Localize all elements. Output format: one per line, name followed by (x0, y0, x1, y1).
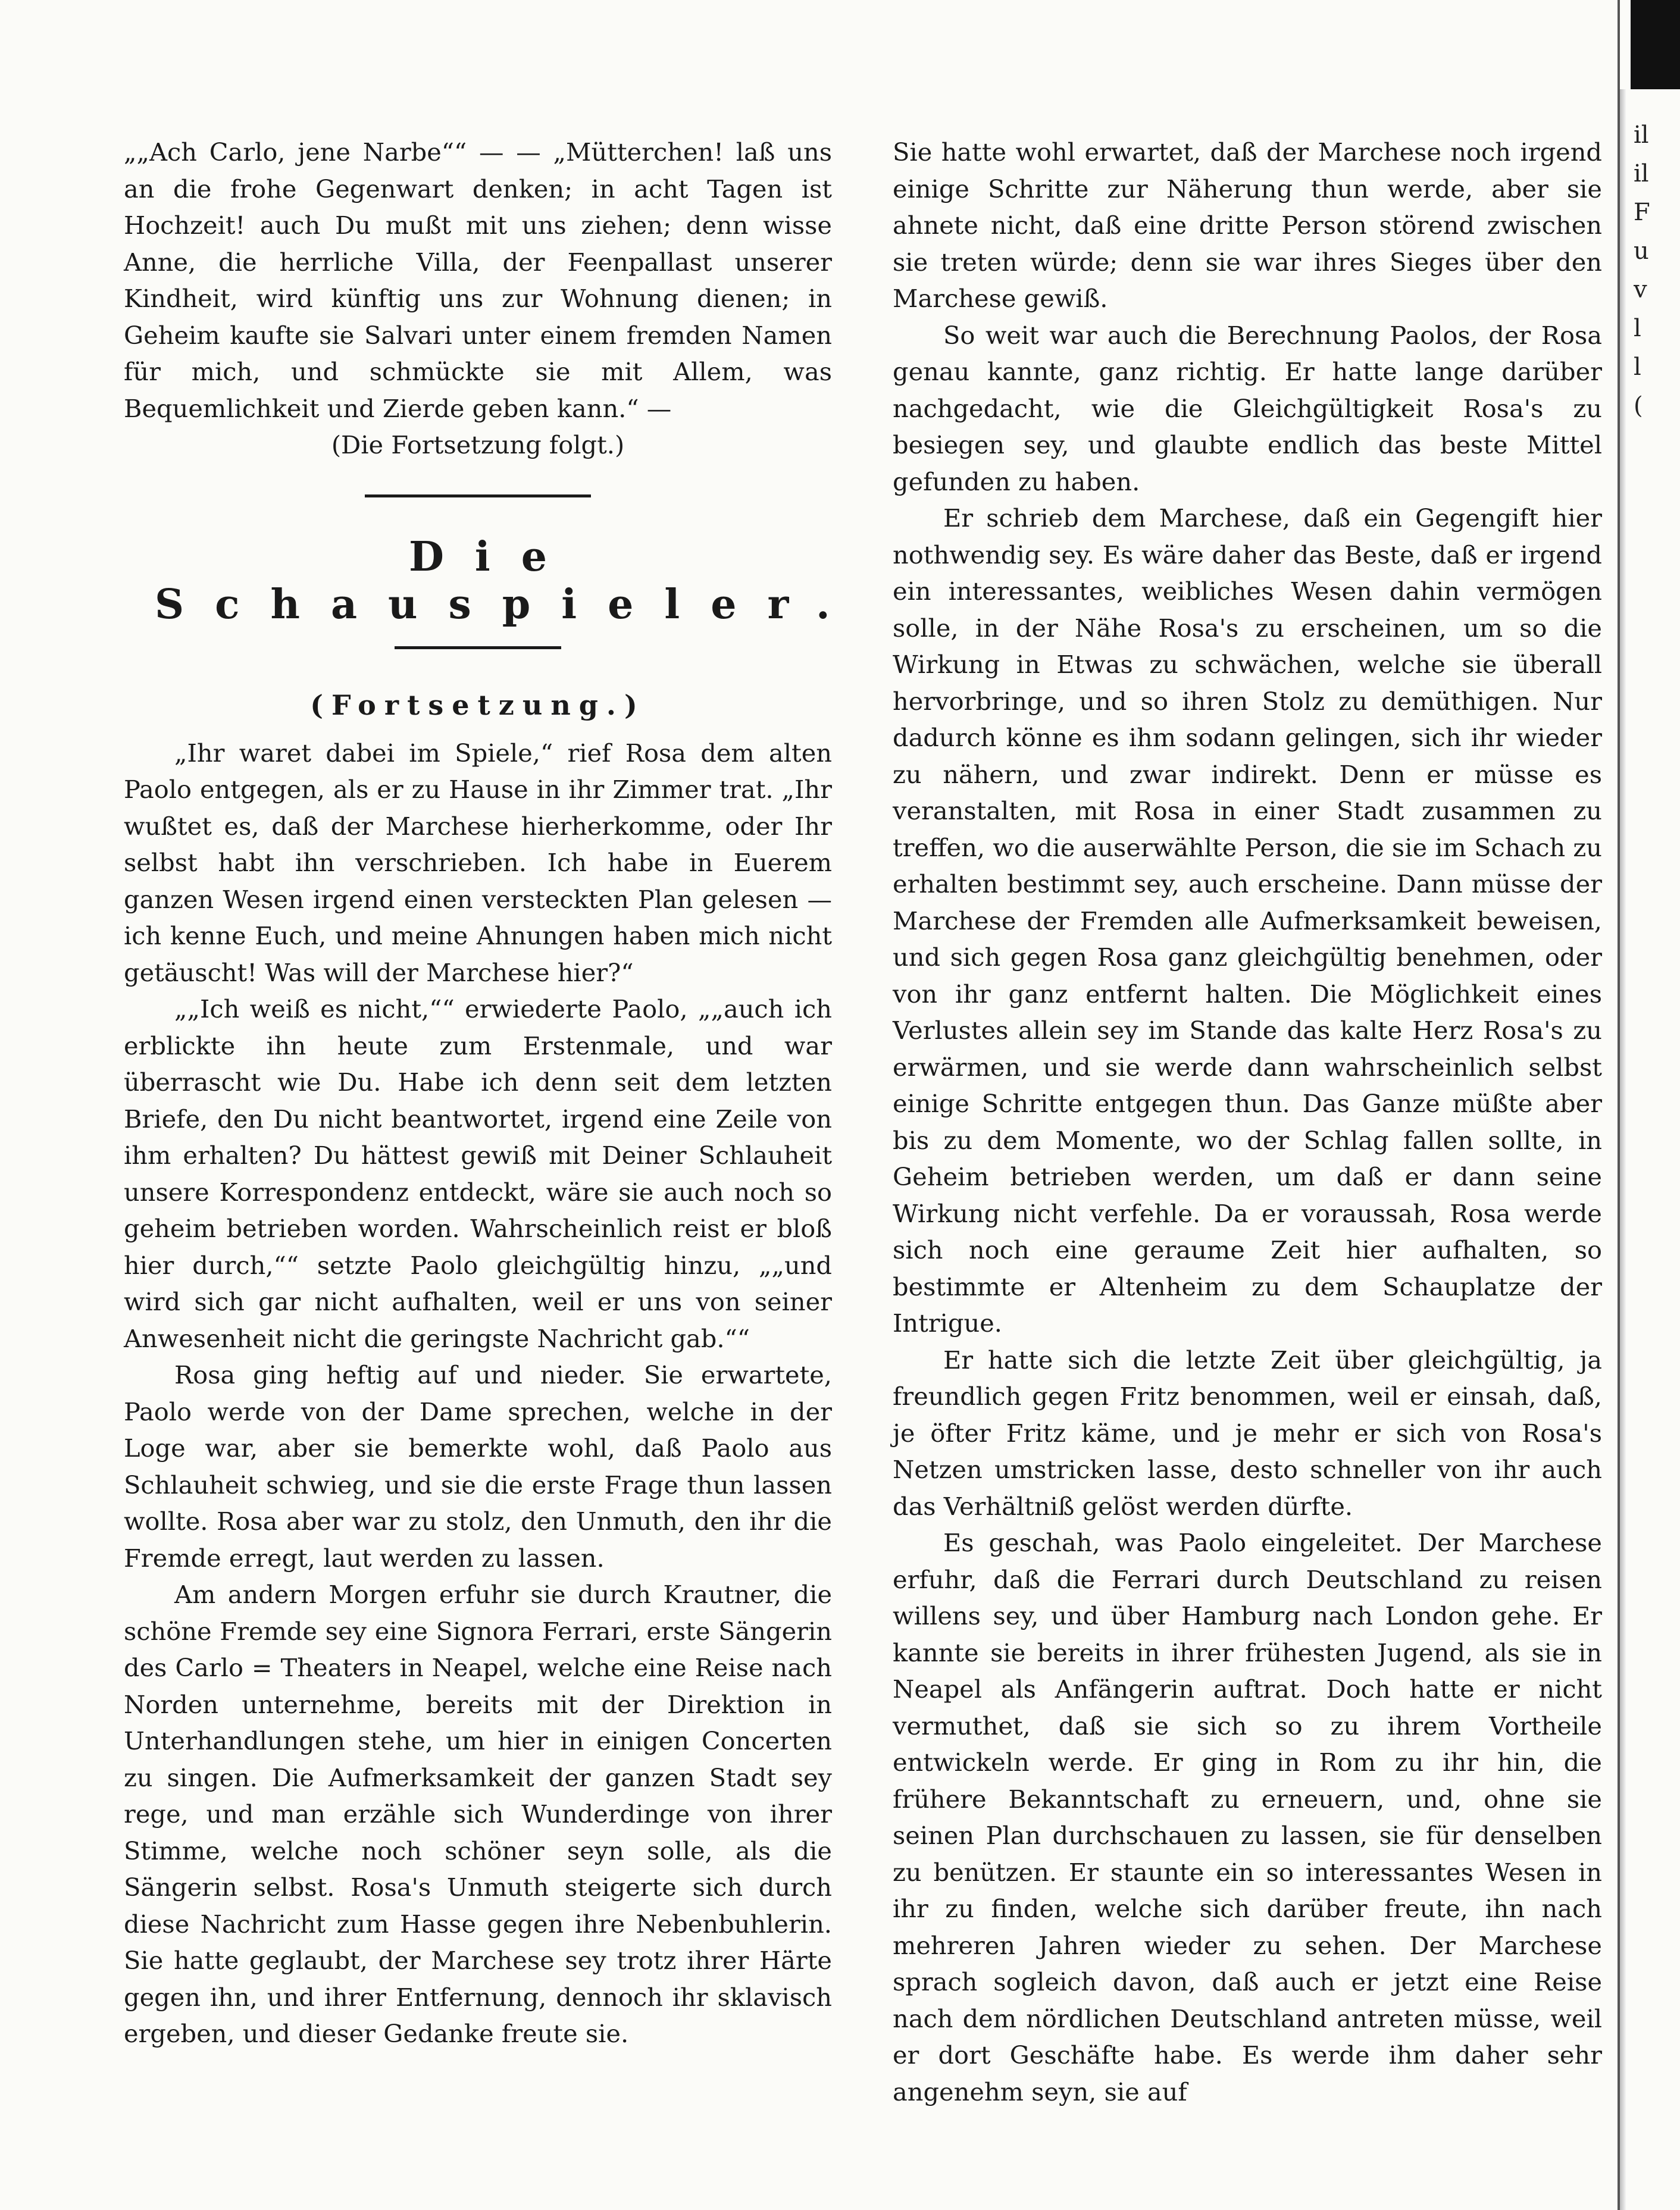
paragraph: Am andern Morgen erfuhr sie durch Krautner, die schöne Fremde sey eine Signora Ferrari, erste Sängerin des Carlo = Theaters in Neapel, welche eine Reise nach Norden unternehme, bereits mit der Direktion in Unterhandlungen stehe, um hier in einigen Concerten zu singen. Die Aufmerksamkeit der ganzen Stadt sey rege, und man erzähle sich Wunderdinge von ihrer Stimme, welche noch schöner seyn solle, als die Sängerin selbst. Rosa's Unmuth steigerte sich durch diese Nachricht zum Hasse gegen ihre Nebenbuhlerin. Sie hatte geglaubt, der Marchese sey trotz ihrer Härte gegen ihn, und ihrer Entfernung, dennoch ihr sklavisch ergeben, und dieser Gedanke freute sie. (124, 1580, 832, 2048)
continued-note: (Die Fortsetzung folgt.) (331, 430, 625, 459)
next-page-edge-text: il il F u v l l ( (1634, 121, 1650, 420)
paragraph: „Ihr waret dabei im Spiele,“ rief Rosa dem alten Paolo entgegen, als er zu Hause in ihr Zimmer trat. „Ihr wußtet es, daß der Marchese hierherkomme, oder Ihr selbst habt ihn verschrieben. Ich habe in Euerem ganzen Wesen irgend einen versteckten Plan gelesen — ich kenne Euch, und meine Ahnungen haben mich nicht getäuscht! Was will der Marchese hier?“ (124, 738, 832, 987)
intro-paragraph: „„Ach Carlo, jene Narbe““ — — „Mütterchen! laß uns an die frohe Gegenwart denken; in acht Tagen ist Hochzeit! auch Du mußt mit uns ziehen; denn wisse Anne, die herrliche Villa, der Feenpallast unserer Kindheit, wird künftig uns zur Wohnung dienen; in Geheim kaufte sie Salvari unter einem fremden Namen für mich, und schmückte sie mit Allem, was Bequemlichkeit und Zierde geben kann.“ — (124, 137, 832, 423)
article-title: Die Schauspieler. (155, 533, 861, 628)
article-subtitle: (Fortsetzung.) (310, 688, 646, 721)
paragraph: Er schrieb dem Marchese, daß ein Gegengift hier nothwendig sey. Es wäre daher das Beste, daß er irgend ein interessantes, weibliches Wesen dahin vermögen solle, in der Nähe Rosa's zu erscheinen, um so die Wirkung in Etwas zu schwächen, welche sie überall hervorbringe, und so ihren Stolz zu demüthigen. Nur dadurch könne es ihm sodann gelingen, sich ihr wieder zu nähern, und zwar indirekt. Denn er müsse es veranstalten, mit Rosa in einer Stadt zusammen zu treffen, wo die auserwählte Person, die sie im Schach zu erhalten bestimmt sey, auch erscheine. Dann müsse der Marchese der Fremden alle Aufmerksamkeit beweisen, und sich gegen Rosa ganz gleichgültig benehmen, oder von ihr ganz entfernt halten. Die Möglichkeit eines Verlustes allein sey im Stande das kalte Herz Rosa's zu erwärmen, und sie werde dann wahrscheinlich selbst einige Schritte entgegen thun. Das Ganze müßte aber bis zu dem Momente, wo der Schlag fallen sollte, in Geheim betrieben werden, um daß er dann seine Wirkung nicht verfehle. Da er voraussah, Rosa werde sich noch eine geraume Zeit hier aufhalten, so bestimmte er Altenheim zu dem Schauplatze der Intrigue. (893, 503, 1602, 1338)
right-column (893, 134, 1602, 2110)
paragraph: „„Ich weiß es nicht,““ erwiederte Paolo, „„auch ich erblickte ihn heute zum Erstenmale, und war überrascht wie Du. Habe ich denn seit dem letzten Briefe, den Du nicht beantwortet, irgend eine Zeile von ihm erhalten? Du hättest gewiß mit Deiner Schlauheit unsere Korrespondenz entdeckt, wäre sie auch noch so geheim betrieben worden. Wahrscheinlich reist er bloß hier durch,““ setzte Paolo gleichgültig hinzu, „„und wird sich gar nicht aufhalten, weil er uns von seiner Anwesenheit nicht die geringste Nachricht gab.““ (124, 994, 832, 1353)
paragraph: Sie hatte wohl erwartet, daß der Marchese noch irgend einige Schritte zur Näherung thun werde, aber sie ahnete nicht, daß eine dritte Person störend zwischen sie treten würde; denn sie war ihres Sieges über den Marchese gewiß. (893, 137, 1602, 313)
paragraph: Rosa ging heftig auf und nieder. Sie erwartete, Paolo werde von der Dame sprechen, welche in der Loge war, aber sie bemerkte wohl, daß Paolo aus Schlauheit schwieg, und sie die erste Frage thun lassen wollte. Rosa aber war zu stolz, den Unmuth, den ihr die Fremde erregt, laut werden zu lassen. (124, 1360, 832, 1573)
scan-border (1631, 0, 1680, 89)
page-shadow (1620, 89, 1626, 2210)
left-column (124, 134, 861, 2052)
paragraph: So weit war auch die Berechnung Paolos, der Rosa genau kannte, ganz richtig. Er hatte lange darüber nachgedacht, wie die Gleichgültigkeit Rosa's zu besiegen sey, und glaubte endlich das beste Mittel gefunden zu haben. (893, 320, 1602, 496)
section-divider (365, 494, 591, 497)
title-divider (395, 646, 561, 649)
paragraph: Er hatte sich die letzte Zeit über gleichgültig, ja freundlich gegen Fritz benommen, weil er einsah, daß, je öfter Fritz käme, und je mehr er sich von Rosa's Netzen umstricken lasse, desto schneller von ihr auch das Verhältniß gelöst werden dürfte. (893, 1345, 1602, 1521)
paragraph: Es geschah, was Paolo eingeleitet. Der Marchese erfuhr, daß die Ferrari durch Deutschland zu reisen willens sey, und über Hamburg nach London gehe. Er kannte sie bereits in ihrer frühesten Jugend, als sie in Neapel als Anfängerin auftrat. Doch hatte er nicht vermuthet, daß sie sich so zu ihrem Vortheile entwickeln werde. Er ging in Rom zu ihr hin, die frühere Bekanntschaft zu erneuern, und, ohne sie seinen Plan durchschauen zu lassen, sie für denselben zu benützen. Er staunte ein so interessantes Wesen in ihr zu finden, welche sich darüber freute, ihn nach mehreren Jahren wieder zu sehen. Der Marchese sprach sogleich davon, daß auch er jetzt eine Reise nach dem nördlichen Deutschland antreten müsse, weil er dort Geschäfte habe. Es werde ihm daher sehr angenehm seyn, sie auf (893, 1528, 1602, 2106)
